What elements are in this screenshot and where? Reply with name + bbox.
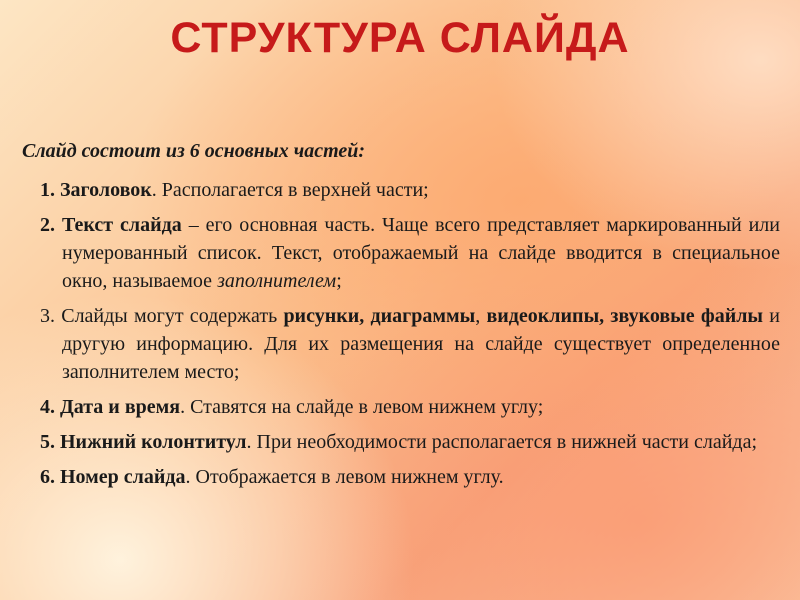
item-number: 2. [40, 214, 55, 236]
item-term: Текст слайда [61, 214, 182, 236]
item-term: Номер слайда [60, 466, 186, 488]
item-term-a: рисунки, диаграммы [283, 305, 476, 327]
item-text-b: , [475, 305, 487, 327]
item-term: Заголовок [60, 179, 152, 201]
list-item-1 [40, 176, 780, 204]
item-term: Дата и время [60, 396, 181, 418]
item-description: . При необходимости располагается в нижней части слайда; [246, 431, 758, 453]
item-number: 5. [40, 431, 55, 453]
item-number: 3. [40, 305, 55, 327]
list-item-3 [40, 302, 780, 386]
slide-title: СТРУКТУРА СЛАЙДА [170, 14, 630, 62]
item-description-end: ; [336, 270, 342, 292]
item-italic-term: заполнителем [217, 270, 337, 292]
list-item-6 [40, 463, 780, 491]
item-number: 1. [40, 179, 55, 201]
item-description: . Отображается в левом нижнем углу. [185, 466, 504, 488]
intro-text: Слайд состоит из 6 основных частей: [22, 140, 366, 162]
parts-list [40, 176, 780, 498]
list-item-4 [40, 393, 780, 421]
list-item-2 [40, 211, 780, 295]
item-term-b: видеоклипы, звуковые файлы [486, 305, 764, 327]
list-item-5 [40, 428, 780, 456]
item-description: . Располагается в верхней части; [151, 179, 429, 201]
item-text-c: и другую информацию. Для их размещения на слайде существует определенное заполнителем место; [62, 305, 780, 383]
item-number: 4. [40, 396, 55, 418]
item-term: Нижний колонтитул [60, 431, 247, 453]
item-text-a: Слайды могут содержать [55, 305, 284, 327]
item-number: 6. [40, 466, 55, 488]
item-description: – его основная часть. Чаще всего представляет маркированный или нумерованный список. Текст, отображаемый на слайде вводится в специальное окно, называемое [62, 214, 780, 292]
item-description: . Ставятся на слайде в левом нижнем углу; [180, 396, 544, 418]
